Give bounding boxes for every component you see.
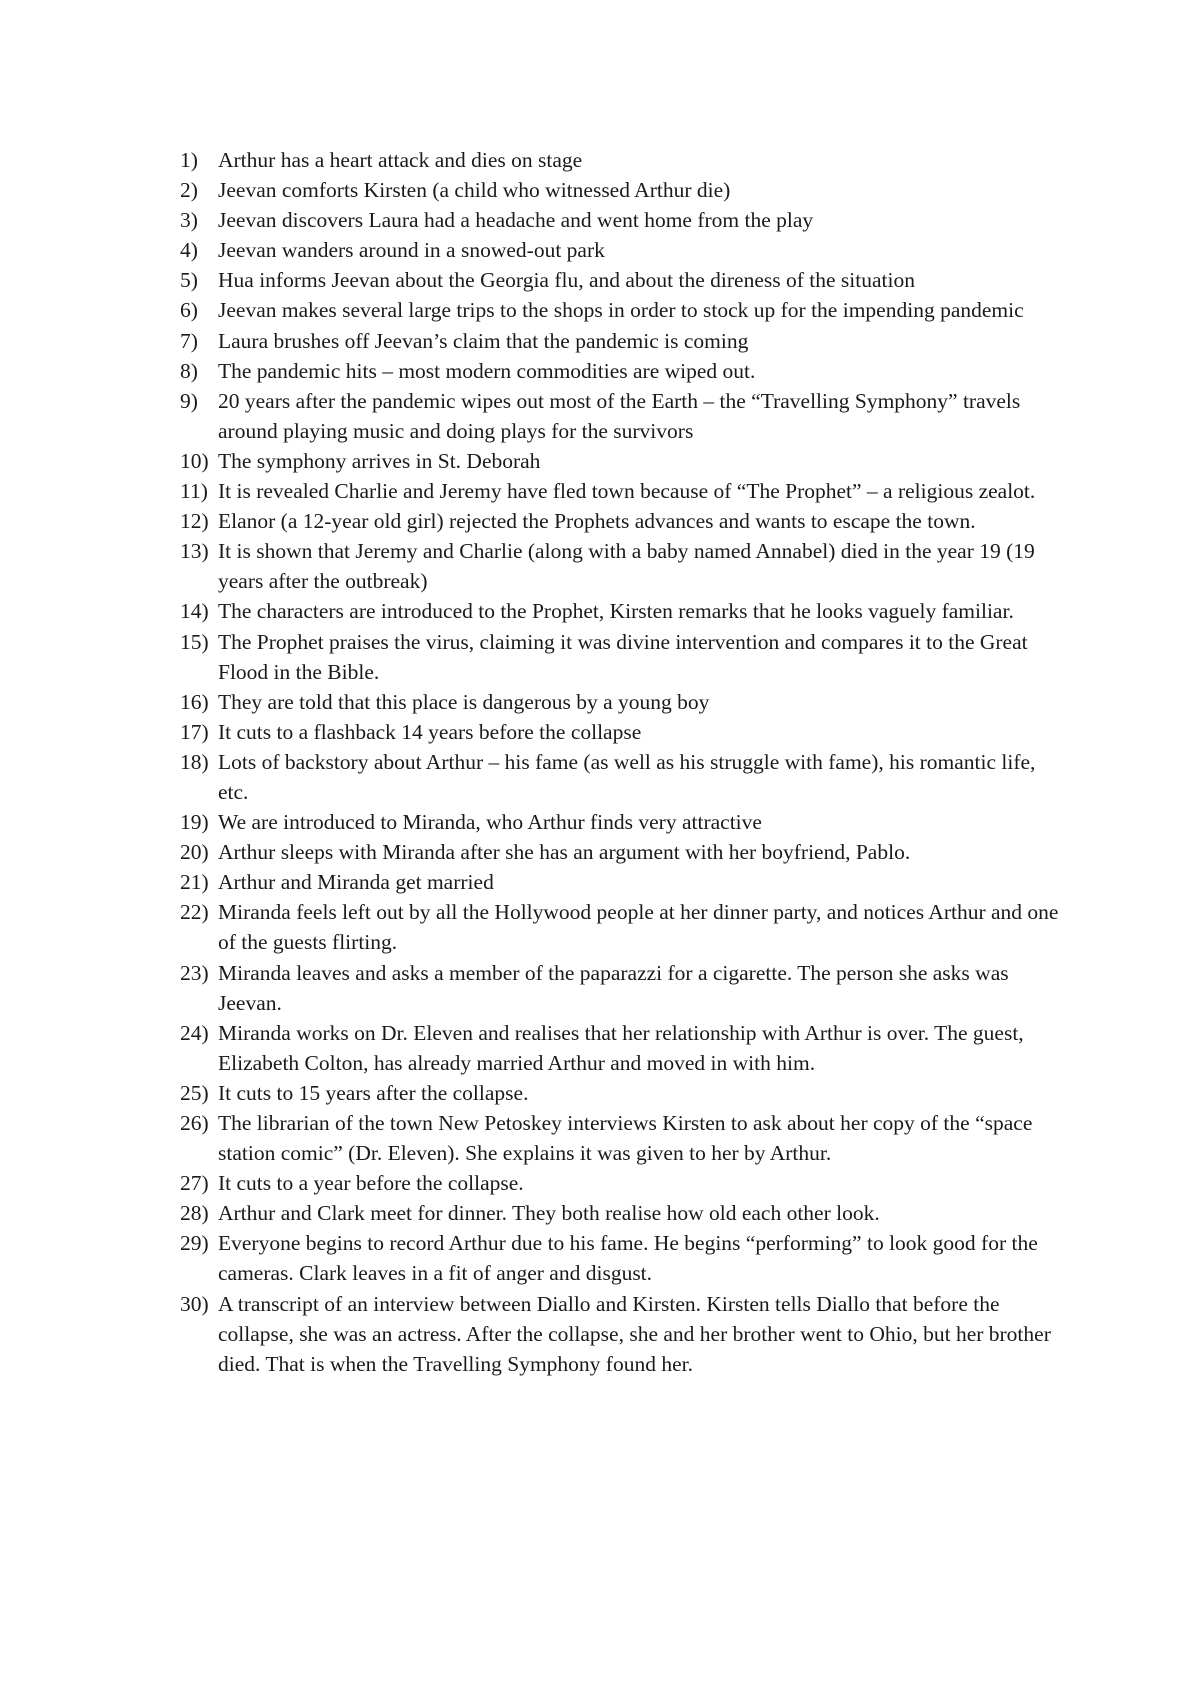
item-text: Miranda leaves and asks a member of the paparazzi for a cigarette. The person she asks was Jeevan. [218, 960, 1009, 1015]
item-number: 18) [180, 749, 209, 774]
item-number: 25) [180, 1080, 209, 1105]
item-number: 30) [180, 1291, 209, 1316]
list-item [180, 205, 1060, 235]
list-item [180, 717, 1060, 747]
list-item [180, 627, 1060, 687]
item-text: Jeevan comforts Kirsten (a child who witnessed Arthur die) [218, 178, 731, 203]
list-item [180, 356, 1060, 386]
list-item [180, 747, 1060, 807]
item-number: 27) [180, 1171, 209, 1196]
list-item [180, 326, 1060, 356]
item-number: 17) [180, 719, 209, 744]
item-number: 10) [180, 448, 209, 473]
item-number: 5) [180, 268, 198, 293]
list-item [180, 807, 1060, 837]
list-item [180, 837, 1060, 867]
item-text: The symphony arrives in St. Deborah [218, 448, 541, 473]
item-number: 6) [180, 298, 198, 323]
item-text: The librarian of the town New Petoskey interviews Kirsten to ask about her copy of the “space station comic” (Dr. Eleven). She explains it was given to her by Arthur. [218, 1111, 1033, 1166]
list-item [180, 596, 1060, 626]
item-number: 14) [180, 599, 209, 624]
list-item [180, 1228, 1060, 1288]
item-text: Miranda feels left out by all the Hollywood people at her dinner party, and notices Arthur and one of the guests flirting. [218, 900, 1059, 955]
item-text: A transcript of an interview between Diallo and Kirsten. Kirsten tells Diallo that before the collapse, she was an actress. After the collapse, she and her brother went to Ohio, but her brother died. That is when the Travelling Symphony found her. [218, 1291, 1051, 1376]
item-text: It cuts to 15 years after the collapse. [218, 1080, 529, 1105]
item-number: 24) [180, 1020, 209, 1045]
list-item [180, 145, 1060, 175]
list-item [180, 687, 1060, 717]
item-text: Laura brushes off Jeevan’s claim that the pandemic is coming [218, 328, 749, 353]
item-number: 22) [180, 900, 209, 925]
item-number: 16) [180, 689, 209, 714]
item-text: Everyone begins to record Arthur due to his fame. He begins “performing” to look good for the cameras. Clark leaves in a fit of anger and disgust. [218, 1231, 1038, 1286]
list-item [180, 175, 1060, 205]
list-item [180, 506, 1060, 536]
item-number: 12) [180, 509, 209, 534]
item-text: The characters are introduced to the Prophet, Kirsten remarks that he looks vaguely familiar. [218, 599, 1014, 624]
item-text: Jeevan wanders around in a snowed-out park [218, 238, 605, 263]
item-text: Jeevan makes several large trips to the shops in order to stock up for the impending pandemic [218, 298, 1024, 323]
item-number: 29) [180, 1231, 209, 1256]
item-number: 26) [180, 1111, 209, 1135]
item-text: We are introduced to Miranda, who Arthur finds very attractive [218, 810, 762, 835]
numbered-list [180, 145, 1060, 1379]
list-item [180, 235, 1060, 265]
item-text: Miranda works on Dr. Eleven and realises that her relationship with Arthur is over. The guest, Elizabeth Colton, has already married Arthur and moved in with him. [218, 1020, 1024, 1075]
item-text: It cuts to a year before the collapse. [218, 1171, 524, 1196]
list-item [180, 386, 1060, 446]
item-number: 8) [180, 358, 198, 383]
item-text: It is shown that Jeremy and Charlie (along with a baby named Annabel) died in the year 19 (19 years after the outbreak) [218, 539, 1035, 594]
list-item [180, 265, 1060, 295]
item-text: Arthur has a heart attack and dies on stage [218, 148, 583, 172]
list-item [180, 536, 1060, 596]
item-number: 13) [180, 539, 209, 564]
item-text: The Prophet praises the virus, claiming it was divine intervention and compares it to the Great Flood in the Bible. [218, 629, 1028, 684]
list-item [180, 1289, 1060, 1379]
item-number: 23) [180, 960, 209, 985]
item-number: 19) [180, 810, 209, 835]
list-item [180, 958, 1060, 1018]
list-item [180, 1018, 1060, 1078]
item-text: It is revealed Charlie and Jeremy have fled town because of “The Prophet” – a religious zealot. [218, 479, 1036, 504]
item-number: 7) [180, 328, 198, 353]
item-number: 3) [180, 208, 198, 233]
item-number: 21) [180, 870, 209, 895]
item-text: Elanor (a 12-year old girl) rejected the Prophets advances and wants to escape the town. [218, 509, 976, 534]
item-text: It cuts to a flashback 14 years before the collapse [218, 719, 642, 744]
list-item [180, 1198, 1060, 1228]
list-item [180, 446, 1060, 476]
list-item [180, 897, 1060, 957]
item-text: Lots of backstory about Arthur – his fame (as well as his struggle with fame), his romantic life, etc. [218, 749, 1036, 804]
item-number: 9) [180, 388, 198, 413]
item-number: 4) [180, 238, 198, 263]
list-item [180, 867, 1060, 897]
item-number: 28) [180, 1201, 209, 1226]
list-item [180, 476, 1060, 506]
list-item [180, 1078, 1060, 1108]
item-number: 20) [180, 840, 209, 865]
list-item [180, 1168, 1060, 1198]
item-number: 2) [180, 178, 198, 203]
item-text: Arthur and Miranda get married [218, 870, 494, 895]
item-number: 11) [180, 479, 208, 504]
item-number: 1) [180, 148, 198, 172]
item-text: They are told that this place is dangerous by a young boy [218, 689, 710, 714]
item-text: Jeevan discovers Laura had a headache and went home from the play [218, 208, 814, 233]
item-number: 15) [180, 629, 209, 654]
list-item [180, 1108, 1060, 1168]
item-text: Arthur and Clark meet for dinner. They both realise how old each other look. [218, 1201, 880, 1226]
item-text: Arthur sleeps with Miranda after she has an argument with her boyfriend, Pablo. [218, 840, 911, 865]
item-text: 20 years after the pandemic wipes out most of the Earth – the “Travelling Symphony” travels around playing music and doing plays for the survivors [218, 388, 1021, 443]
item-text: The pandemic hits – most modern commodities are wiped out. [218, 358, 756, 383]
item-text: Hua informs Jeevan about the Georgia flu, and about the direness of the situation [218, 268, 915, 293]
list-item [180, 295, 1060, 325]
